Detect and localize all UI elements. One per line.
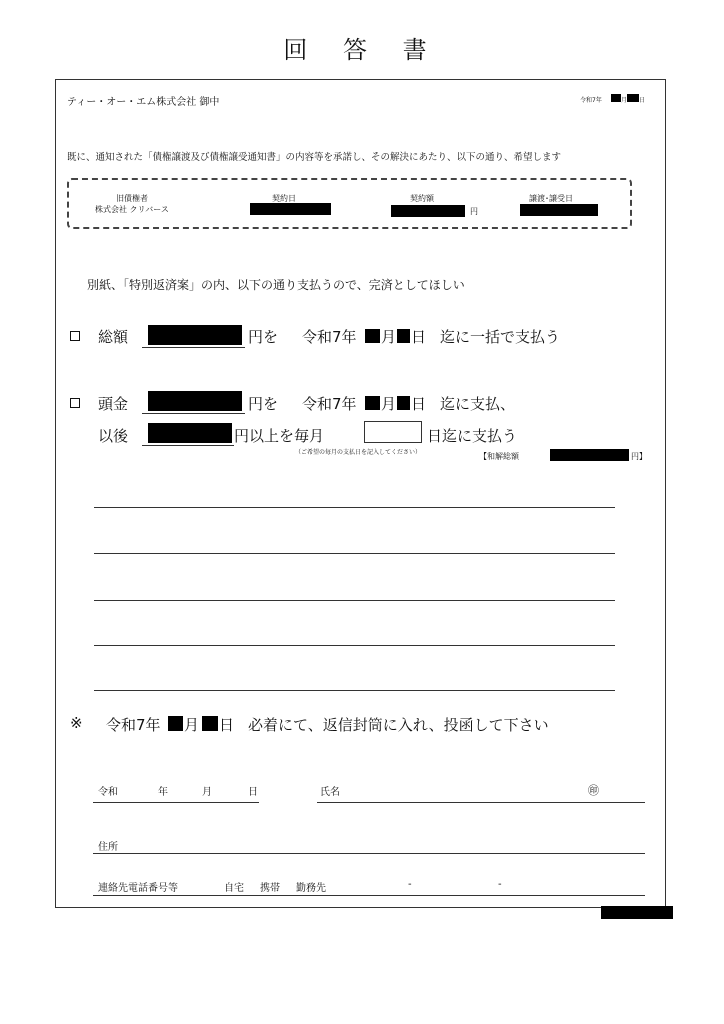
option2-reiwa: 令和7年 xyxy=(302,395,357,413)
redaction-contract-amount xyxy=(391,205,465,217)
settlement-total-suffix: 円】 xyxy=(631,452,647,461)
redaction-footer-code xyxy=(601,906,673,919)
option1-month: 月 xyxy=(381,328,397,346)
contract-date-label: 契約日 xyxy=(272,194,296,203)
deadline-reiwa: 令和7年 xyxy=(106,716,161,734)
lead-text: 別紙、「特別返済案」の内、以下の通り支払うので、完済としてほしい xyxy=(87,278,465,292)
deadline-month: 月 xyxy=(184,716,200,734)
redaction-settlement-total xyxy=(550,449,629,461)
option2-day-suffix: 日迄に支払う xyxy=(427,427,518,445)
option1-label: 総額 xyxy=(98,328,129,346)
form-work-label: 勤務先 xyxy=(296,883,326,894)
transfer-date-label: 譲渡･譲受日 xyxy=(529,194,573,203)
redaction-option1-day xyxy=(397,329,410,343)
redaction-option2-monthly xyxy=(148,423,232,443)
option2-label2: 以後 xyxy=(98,427,129,445)
form-mobile-label: 携帯 xyxy=(260,883,280,894)
option1-yen-wo: 円を xyxy=(248,328,279,346)
option1-suffix: 迄に一括で支払う xyxy=(440,328,561,346)
date-day-suffix: 日 xyxy=(639,97,646,104)
monthly-day-input[interactable] xyxy=(364,421,422,443)
writing-line-4[interactable] xyxy=(94,645,615,646)
date-prefix: 令和7年 xyxy=(580,97,602,104)
contract-amount-label: 契約額 xyxy=(410,194,434,203)
redaction-month xyxy=(611,94,621,102)
redaction-option2-month xyxy=(365,396,380,410)
option2-checkbox[interactable] xyxy=(70,398,80,408)
writing-line-1[interactable] xyxy=(94,507,615,508)
option2-note: （ご希望の毎月の支払日を記入してください） xyxy=(295,449,422,456)
redaction-day xyxy=(627,94,639,102)
option2-suffix: 迄に支払、 xyxy=(440,395,516,413)
redaction-deadline-day xyxy=(202,716,218,731)
writing-line-2[interactable] xyxy=(94,553,615,554)
redaction-option2-day xyxy=(397,396,410,410)
writing-line-3[interactable] xyxy=(94,600,615,601)
old-creditor-label: 旧債権者 xyxy=(116,194,148,203)
form-phone-line[interactable] xyxy=(93,895,645,896)
phone-dash-2: - xyxy=(498,879,502,890)
form-year: 年 xyxy=(158,787,168,798)
form-month: 月 xyxy=(202,787,212,798)
form-day: 日 xyxy=(248,787,258,798)
option1-day: 日 xyxy=(411,328,427,346)
date-month-suffix: 月 xyxy=(621,97,628,104)
option1-reiwa: 令和7年 xyxy=(302,328,357,346)
option2-yen-wo: 円を xyxy=(248,395,279,413)
old-creditor-value: 株式会社 クリバース xyxy=(95,205,169,214)
option1-checkbox[interactable] xyxy=(70,331,80,341)
option2-label: 頭金 xyxy=(98,395,129,413)
redaction-deadline-month xyxy=(168,716,183,731)
phone-dash-1: - xyxy=(408,879,412,890)
option2-monthly: 円以上を毎月 xyxy=(234,427,325,445)
contract-amount-yen: 円 xyxy=(470,207,478,216)
form-address-label: 住所 xyxy=(98,842,118,853)
settlement-total-label: 【和解総額 xyxy=(479,452,519,461)
document-title: 回 答 書 xyxy=(283,36,441,64)
form-date-line[interactable] xyxy=(93,802,259,803)
addressee: ティー・オー・エム株式会社 御中 xyxy=(67,97,220,108)
intro-text: 既に、通知された「債権譲渡及び債権譲受通知書」の内容等を承諾し、その解決にあたり、以下の通り、希望します xyxy=(67,152,562,163)
redaction-option2-amount xyxy=(148,391,242,411)
deadline-text: 必着にて、返信封筒に入れ、投函して下さい xyxy=(248,716,549,734)
form-phone-label: 連絡先電話番号等 xyxy=(98,883,178,894)
form-name-label: 氏名 xyxy=(320,787,340,798)
option1-amount-line xyxy=(142,347,245,348)
redaction-option1-month xyxy=(365,329,380,343)
deadline-day: 日 xyxy=(219,716,235,734)
redaction-transfer-date xyxy=(520,204,598,216)
form-home-label: 自宅 xyxy=(224,883,244,894)
seal-mark: ㊞ xyxy=(588,784,599,797)
form-name-line[interactable] xyxy=(317,802,645,803)
option2-month: 月 xyxy=(381,395,397,413)
redaction-contract-date xyxy=(250,203,331,215)
writing-line-5[interactable] xyxy=(94,690,615,691)
redaction-option1-amount xyxy=(148,325,242,345)
deadline-mark: ※ xyxy=(70,714,83,732)
form-address-line[interactable] xyxy=(93,853,645,854)
option2-day: 日 xyxy=(411,395,427,413)
form-reiwa: 令和 xyxy=(98,787,118,798)
option2-amount-line xyxy=(142,413,245,414)
option2-monthly-line xyxy=(142,445,234,446)
